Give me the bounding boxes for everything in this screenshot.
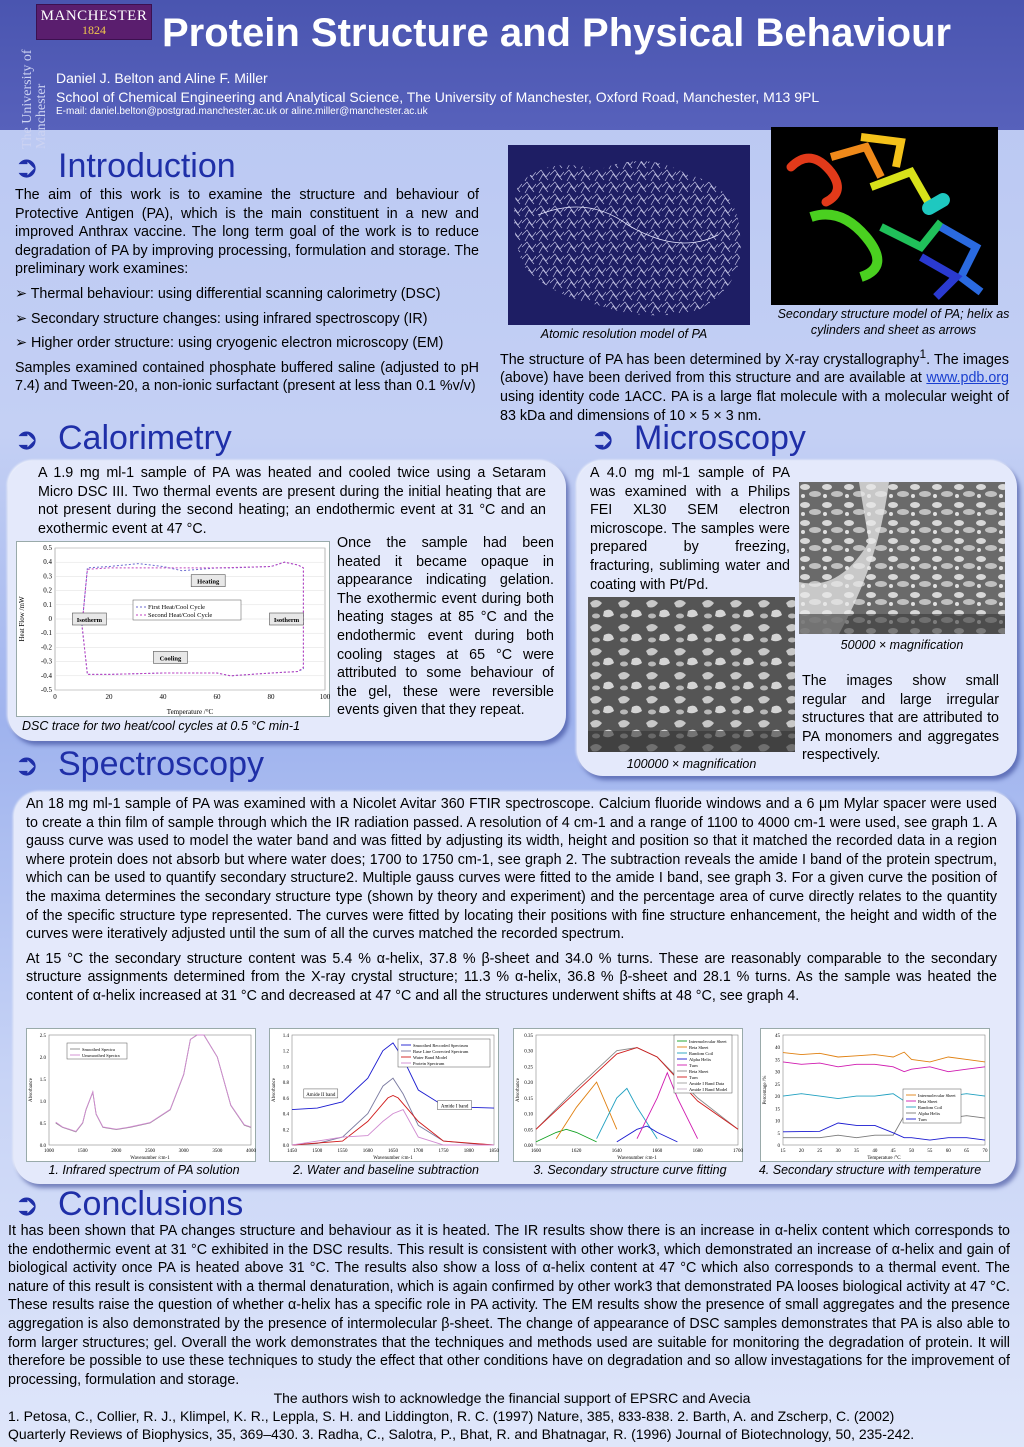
- authors: Daniel J. Belton and Aline F. Miller: [56, 70, 268, 86]
- dsc-chart: [16, 541, 330, 717]
- calorimetry-text: A 1.9 mg ml-1 sample of PA was heated and cooled twice using a Setaram Micro DSC III. Two thermal events are present during the initial heating that are not present during the second heating; an endothermic event at 31 °C and an exothermic event at 47 °C.: [38, 465, 546, 537]
- legend-entry: Unsmoothed Spectra: [82, 1053, 120, 1058]
- y-tick-label: -0.4: [40, 671, 52, 680]
- annotation-label: [304, 1089, 338, 1098]
- y-tick-label: 0.5: [43, 544, 52, 552]
- y-tick-label: 0.25: [524, 1065, 533, 1071]
- calorimetry-heading: [14, 418, 232, 460]
- sem-image-50000: [799, 482, 1005, 634]
- legend-entry: Intermolecular Sheet: [918, 1093, 956, 1098]
- legend-entry: Water Band Model: [413, 1055, 448, 1060]
- y-tick-label: 0.3: [43, 572, 52, 581]
- microscopy-paragraph-1: [590, 464, 790, 600]
- poster-title: Protein Structure and Physical Behaviour: [162, 11, 952, 55]
- legend-entry: Random Coil: [689, 1051, 714, 1056]
- sem-caption-100000: 100000 × magnification: [626, 757, 757, 771]
- x-tick-label: 1700: [733, 1149, 743, 1154]
- x-tick-label: 1620: [571, 1149, 582, 1154]
- legend-entry: Intermolecular Sheet: [689, 1039, 727, 1044]
- intro-bullet-text: Higher order structure: using cryogenic electron microscopy (EM): [30, 335, 444, 352]
- legend-entry: Random Coil: [918, 1105, 943, 1110]
- x-tick-label: 60: [945, 1149, 951, 1154]
- x-tick-label: 1000: [44, 1149, 54, 1154]
- y-tick-label: 0.5: [39, 1122, 46, 1127]
- legend-entry: Amide I Band Model: [689, 1087, 728, 1092]
- conclusions-heading: [14, 1184, 243, 1226]
- conclusions-body: [8, 1222, 1010, 1395]
- x-tick-label: 1640: [611, 1149, 622, 1154]
- curve-fitting-chart: [513, 1028, 743, 1162]
- legend-entry: Alpha Helix: [689, 1057, 712, 1062]
- graph-caption-1: 1. Infrared spectrum of PA solution: [48, 1163, 240, 1177]
- email-addresses: E-mail: daniel.belton@postgrad.manchester.ac.uk or aline.miller@manchester.ac.uk: [56, 106, 428, 117]
- y-tick-label: 1.4: [282, 1034, 289, 1039]
- y-tick-label: 0.10: [524, 1112, 533, 1118]
- arrow-circle-icon: ➲: [590, 423, 616, 456]
- x-tick-label: 1500: [77, 1149, 88, 1154]
- sem-caption-50000: 50000 × magnification: [840, 638, 964, 652]
- references-line: 1. Petosa, C., Collier, R. J., Klimpel, K. R., Leppla, S. H. and Liddington, R. C. (1997) Nature, 385, 833-838. 2. Barth, A. and Zscherp, C. (2002): [8, 1408, 895, 1424]
- secondary-structure-image: [771, 127, 998, 305]
- introduction-heading: [14, 146, 236, 188]
- microscopy-paragraph-2: [802, 672, 999, 771]
- y-tick-label: 30: [775, 1070, 780, 1076]
- legend-entry: Smoothed Spectra: [82, 1047, 115, 1052]
- x-axis-label: Wavenumber /cm-1: [373, 1156, 413, 1161]
- spectroscopy-text: At 15 °C the secondary structure content was 5.4 % α-helix, 37.8 % β-sheet and 34.0 % turns. These are reasonably comparable to the secondary structure assignments determined from the X-ray crystal structure; 11.3 % α-helix, 36.8 % β-sheet and 28.1 % turns. As the sample was heated the content of α-helix increased at 31 °C and decreased at 47 °C and all the structures underwent shifts at 48 °C, see graph 4.: [26, 950, 997, 1004]
- legend-entry: Turn: [689, 1063, 698, 1068]
- intro-bullet: ➢ Higher order structure: using cryogenic electron microscopy (EM): [15, 335, 444, 352]
- y-tick-label: 5: [777, 1131, 780, 1137]
- affiliation: School of Chemical Engineering and Analytical Science, The University of Manchester, Oxford Road, Manchester, M13 9PL: [56, 89, 820, 105]
- spectroscopy-text: An 18 mg ml-1 sample of PA was examined with a Nicolet Avitar 360 FTIR spectroscope. Calcium fluoride windows and a 6 μm Mylar spacer were used to create a thin film of sample through which the IR radiation passed. A resolution of 4 cm-1 and a range of 1100 to 4000 cm-1 were used, see graph 1. A gauss curve was used to model the water band and was fitted by adjusting its width, height and position so that it matched the recorded data in a region where protein does not absorb but where water does; 1700 to 1750 cm-1, see graph 2. The subtraction reveals the amide I band of the protein spectrum, which can be used to quantify secondary structure2. Multiple gauss curves were fitted to the amide I band, see graph 3. For a given curve the position of the maxima determines the secondary structure type (shown by theory and experiment) and the percentage area of curve directly relates to the quantity of the specific structure type represented. The curves were fitted by locating their positions with fine structure enhancement, the height and width of the curves were iteratively adjusted until the sum of all the curves matched the recorded spectrum.: [26, 796, 997, 943]
- legend-entry: Turn: [918, 1117, 927, 1122]
- x-axis-label: Temperature /°C: [867, 1156, 901, 1161]
- legend-entry: Second Heat/Cool Cycle: [148, 612, 213, 619]
- x-tick-label: 1500: [312, 1149, 323, 1154]
- structure-text: . The images (above) have been derived from this structure and are available at: [500, 351, 1009, 387]
- intro-samples-paragraph: Samples examined contained phosphate buffered saline (adjusted to pH 7.4) and Tween-20, a non-ionic surfactant (present at less than 0.1 %v/v): [15, 359, 479, 395]
- dsc-chart-svg: [17, 542, 329, 716]
- university-logo: [36, 4, 152, 40]
- spectroscopy-heading-text: Spectroscopy: [58, 745, 264, 783]
- y-tick-label: -0.5: [40, 686, 52, 694]
- x-tick-label: 100: [319, 693, 331, 701]
- y-axis-label: Absorbance: [29, 1078, 34, 1102]
- x-tick-label: 40: [872, 1149, 878, 1154]
- x-tick-label: 1450: [287, 1149, 297, 1154]
- ir-spectrum-chart: [26, 1028, 256, 1162]
- sem-texture: [588, 597, 795, 752]
- x-tick-label: 80: [267, 693, 275, 701]
- intro-paragraph: The aim of this work is to examine the structure and behaviour of Protective Antigen (PA), which is the main constituent in a new and improved Anthrax vaccine. The long term goal of the work is to reduce degradation of PA by improving processing, formulation and storage. The preliminary work examines:: [15, 187, 479, 278]
- y-tick-label: 0.2: [43, 586, 52, 595]
- pdb-link[interactable]: www.pdb.org: [926, 370, 1009, 387]
- logo-year: 1824: [82, 23, 106, 37]
- legend-entry: Beta Sheet: [689, 1045, 709, 1050]
- svg-text:Heating: Heating: [197, 578, 220, 586]
- x-tick-label: 20: [798, 1149, 804, 1154]
- graph-caption-2: 2. Water and baseline subtraction: [293, 1163, 479, 1177]
- y-tick-label: 0.0: [39, 1144, 46, 1149]
- annotation-label: [270, 613, 304, 625]
- x-tick-label: 65: [964, 1149, 970, 1154]
- x-tick-label: 1680: [692, 1149, 703, 1154]
- y-tick-label: 1.2: [282, 1049, 289, 1055]
- y-axis-label: Absorbance: [516, 1078, 521, 1102]
- arrow-circle-icon: ➲: [14, 749, 40, 782]
- dsc-caption: DSC trace for two heat/cool cycles at 0.5 °C min-1: [22, 719, 301, 733]
- y-tick-label: 10: [775, 1119, 780, 1125]
- x-tick-label: 2500: [145, 1149, 155, 1154]
- atomic-model-image: [508, 145, 750, 325]
- vertical-university-text: The University of Manchester: [20, 49, 49, 149]
- y-tick-label: 0.4: [282, 1112, 289, 1118]
- x-tick-label: 60: [213, 693, 221, 701]
- y-tick-label: 0.20: [524, 1081, 533, 1087]
- y-tick-label: 0.1: [43, 600, 52, 609]
- y-axis-label: Absorbance: [272, 1078, 277, 1102]
- ir-chart-svg: [27, 1029, 255, 1161]
- y-tick-label: 0.4: [43, 558, 52, 567]
- sem-texture: [799, 482, 1005, 634]
- calorimetry-paragraph-1: [38, 464, 546, 544]
- logo-text: MANCHESTER: [40, 8, 148, 24]
- x-tick-label: 55: [927, 1149, 933, 1154]
- temperature-chart: [760, 1028, 990, 1162]
- x-axis-label: Temperature /°C: [166, 708, 214, 716]
- structure-text: using identity code 1ACC. PA is a large flat molecule with a molecular weight of 83 kDa and dimensions of 10 × 5 × 3 nm.: [500, 388, 1009, 424]
- x-tick-label: 1850: [489, 1149, 499, 1154]
- x-tick-label: 30: [835, 1149, 841, 1154]
- fit-chart-svg: [514, 1029, 742, 1161]
- calorimetry-heading-text: Calorimetry: [58, 419, 232, 457]
- spectroscopy-heading: [14, 744, 264, 786]
- y-axis-label: Heat Flow /mW: [18, 596, 26, 642]
- y-tick-label: 35: [775, 1058, 780, 1064]
- y-tick-label: -0.2: [40, 643, 52, 652]
- intro-bullet-text: Thermal behaviour: using differential scanning calorimetry (DSC): [30, 285, 441, 302]
- spectroscopy-body: [26, 795, 997, 1012]
- legend-entry: First Heat/Cool Cycle: [148, 604, 206, 611]
- y-tick-label: 1.0: [39, 1100, 46, 1105]
- x-tick-label: 1650: [388, 1149, 398, 1154]
- x-tick-label: 1800: [463, 1149, 474, 1154]
- annotation-label: [72, 613, 106, 625]
- legend-entry: Amide I Band Data: [689, 1081, 725, 1086]
- legend-entry: Protein Spectrum: [413, 1061, 445, 1066]
- microscopy-heading: [590, 418, 806, 460]
- intro-bullet: ➢ Thermal behaviour: using differential scanning calorimetry (DSC): [15, 285, 441, 302]
- x-tick-label: 45: [890, 1149, 896, 1154]
- secondary-structure-caption: Secondary structure model of PA; helix as cylinders and sheet as arrows: [777, 307, 1010, 337]
- y-tick-label: 0: [777, 1144, 780, 1149]
- x-axis-label: Wavenumber /cm-1: [130, 1156, 170, 1161]
- y-tick-label: 45: [775, 1034, 780, 1039]
- y-tick-label: -0.1: [40, 629, 52, 638]
- y-tick-label: 0.0: [282, 1144, 289, 1149]
- intro-bullet: ➢ Secondary structure changes: using infrared spectroscopy (IR): [15, 310, 428, 327]
- intro-bullet-text: Secondary structure changes: using infrared spectroscopy (IR): [30, 310, 428, 327]
- svg-text:Amide I band: Amide I band: [440, 1104, 469, 1110]
- y-tick-label: 40: [775, 1046, 780, 1052]
- x-axis-label: Wavenumber /cm-1: [617, 1156, 657, 1161]
- x-tick-label: 1600: [531, 1149, 541, 1154]
- svg-text:Cooling: Cooling: [159, 655, 182, 663]
- y-tick-label: 20: [775, 1095, 780, 1101]
- x-tick-label: 35: [853, 1149, 859, 1154]
- y-tick-label: 0: [48, 615, 52, 623]
- y-tick-label: 2.5: [39, 1034, 46, 1039]
- calorimetry-text: Once the sample had been heated it became opaque in appearance indicating gelation. The exothermic event during both heating stages at 85 °C and the endothermic event during both cooling stages at 65 °C were attributed to some behaviour of the gel, these were reversible events given that they repeat.: [337, 535, 554, 719]
- conclusions-heading-text: Conclusions: [58, 1185, 244, 1223]
- x-tick-label: 40: [159, 693, 167, 701]
- legend-entry: Beta Sheet: [689, 1069, 709, 1074]
- y-tick-label: 0.8: [282, 1081, 289, 1087]
- legend-entry: Alpha Helix: [918, 1111, 941, 1116]
- y-axis-label: Percentage /%: [763, 1075, 768, 1105]
- x-tick-label: 3500: [212, 1149, 223, 1154]
- legend-entry: Beta Sheet: [918, 1099, 938, 1104]
- atomic-model-drawing: [508, 145, 750, 325]
- x-tick-label: 3000: [178, 1149, 189, 1154]
- x-tick-label: 4000: [246, 1149, 256, 1154]
- x-tick-label: 1700: [413, 1149, 424, 1154]
- x-tick-label: 25: [817, 1149, 823, 1154]
- poster-header: [0, 0, 1024, 149]
- graph-caption-3: 3. Secondary structure curve fitting: [533, 1163, 727, 1177]
- sem-image-100000: [588, 597, 795, 752]
- temp-chart-svg: [761, 1029, 989, 1161]
- x-tick-label: 0: [53, 693, 57, 701]
- y-tick-label: 25: [775, 1082, 780, 1088]
- svg-text:Amide II band: Amide II band: [306, 1092, 336, 1098]
- svg-text:Isotherm: Isotherm: [273, 617, 300, 624]
- water-subtraction-chart: [269, 1028, 499, 1162]
- introduction-heading-text: Introduction: [58, 147, 236, 185]
- acknowledgement: The authors wish to acknowledge the financial support of EPSRC and Avecia: [273, 1390, 751, 1406]
- y-tick-label: 0.05: [524, 1128, 533, 1134]
- svg-text:Isotherm: Isotherm: [76, 617, 103, 624]
- microscopy-text: The images show small regular and large irregular structures that are attributed to PA monomers and aggregates respectively.: [802, 673, 999, 764]
- x-tick-label: 70: [982, 1149, 988, 1154]
- y-tick-label: 0.00: [524, 1144, 533, 1149]
- water-chart-svg: [270, 1029, 498, 1161]
- structure-text: The structure of PA has been determined by X-ray crystallography: [500, 351, 920, 368]
- y-tick-label: 2.0: [39, 1056, 46, 1061]
- annotation-label: [438, 1101, 472, 1110]
- microscopy-heading-text: Microscopy: [634, 419, 806, 457]
- y-tick-label: 0.30: [524, 1049, 533, 1055]
- ribbon-model-drawing: [771, 127, 998, 305]
- x-tick-label: 2000: [111, 1149, 122, 1154]
- y-tick-label: 0.15: [524, 1096, 533, 1102]
- conclusions-text: It has been shown that PA changes structure and behaviour as it is heated. The IR results show there is an increase in α-helix content which corresponds to the endothermic event at 31 °C exhibited in the DSC results. This result is consistent with other work3, which demonstrated an increase of α-helix and gain of biological activity once PA is heated above 31 °C. The results also show a loss of α-helix content at 47 °C which also corresponds to a thermal event. The nature of this result is consistent with a thermal denaturation, which is again confirmed by other work3 that demonstrated PA looses biological activity at 47 °C. These results raise the question of whether α-helix has a specific role in PA activity. The EM results show the presence of small aggregates and the presence aggregation is also demonstrated by the presence of intermolecular β-sheet. The change of appearance of DSC samples demonstrates that PA is also able to form larger structures; gel. Overall the work demonstrates that the techniques and methods used are suitable for monitoring the degradation of protein. It will therefore be possible to use these techniques to study the effect that other conditions have on degradation and so allow investagations for the improvement of processing, formulation and storage.: [8, 1223, 1010, 1388]
- y-tick-label: 0.35: [524, 1034, 533, 1039]
- introduction-body: [15, 186, 479, 402]
- y-tick-label: 0.2: [282, 1128, 289, 1134]
- arrow-circle-icon: ➲: [14, 423, 40, 456]
- graph-caption-4: 4. Secondary structure with temperature: [758, 1163, 982, 1177]
- annotation-label: [153, 651, 187, 663]
- annotation-label: [191, 575, 225, 587]
- x-tick-label: 1750: [438, 1149, 449, 1154]
- x-tick-label: 50: [909, 1149, 915, 1154]
- x-tick-label: 1600: [362, 1149, 373, 1154]
- x-tick-label: 1660: [652, 1149, 663, 1154]
- x-tick-label: 1550: [337, 1149, 348, 1154]
- legend-entry: Smoothed Recorded Spectrum: [413, 1043, 468, 1048]
- x-tick-label: 15: [780, 1149, 786, 1154]
- references-line: Quarterly Reviews of Biophysics, 35, 369–430. 3. Radha, C., Salotra, P., Bhat, R. and Bhatnagar, R. (1996) Journal of Biotechnology, 50, 235-242.: [8, 1426, 915, 1442]
- y-tick-label: 1.5: [39, 1078, 46, 1083]
- atomic-model-caption: Atomic resolution model of PA: [540, 327, 708, 341]
- y-tick-label: 1.0: [282, 1065, 289, 1071]
- y-tick-label: -0.3: [40, 657, 52, 666]
- reference-superscript: 1: [919, 347, 927, 361]
- y-tick-label: 0.6: [282, 1096, 289, 1102]
- y-tick-label: 15: [775, 1107, 780, 1113]
- arrow-circle-icon: ➲: [14, 151, 40, 184]
- legend-entry: Base Line Corrected Spectrum: [413, 1049, 469, 1054]
- calorimetry-paragraph-2: [337, 534, 554, 726]
- arrow-circle-icon: ➲: [14, 1189, 40, 1222]
- legend-entry: Turn: [689, 1075, 698, 1080]
- microscopy-text: A 4.0 mg ml-1 sample of PA was examined with a Philips FEI XL30 SEM electron microscope. The samples were prepared by freezing, fracturing, subliming water and coating with Pt/Pd.: [590, 465, 790, 593]
- x-tick-label: 20: [105, 693, 113, 701]
